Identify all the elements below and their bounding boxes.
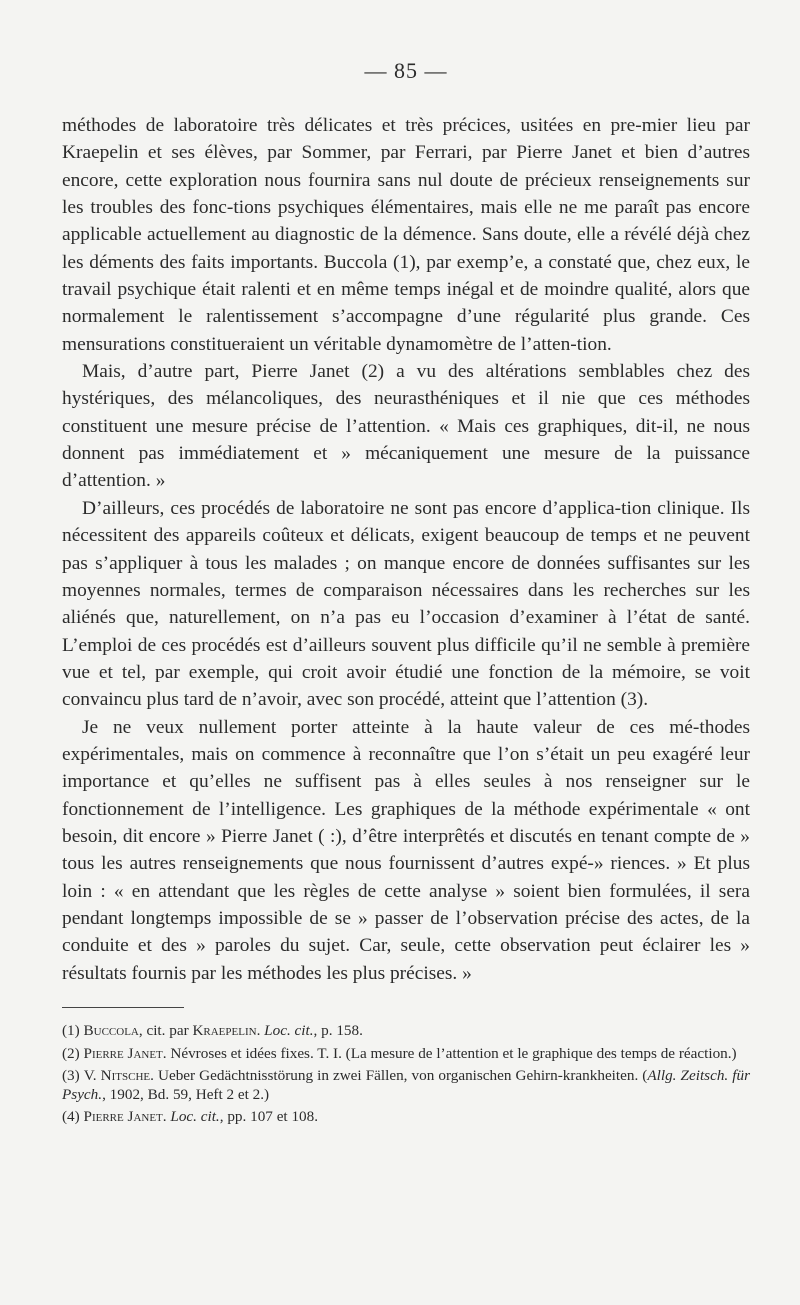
footnote-3-italic: Allg. Zeitsch. für Psych. <box>62 1067 750 1103</box>
footnote-rule <box>62 1007 184 1008</box>
footnote-1-number: (1) <box>62 1022 80 1039</box>
footnote-2 <box>62 1045 750 1064</box>
footnote-1 <box>62 1022 750 1041</box>
footnote-2-text-a: . Névroses et idées fixes. T. I. (La mesure de l’attention et le graphique des temps de réaction.) <box>162 1044 737 1062</box>
paragraph-1: méthodes de laboratoire très délicates et très précices, usitées en pre-mier lieu par Kraepelin et ses élèves, par Sommer, par Ferrari, par Pierre Janet et bien d’autres encore, cette exploration nous fournira sans nul doute de précieux renseignements sur les troubles des fonc-tions psychiques élémentaires, mais elle ne me paraît pas encore applicable actuellement au diagnostic de la démence. Sans doute, elle a révélé déjà chez les déments des faits importants. Buccola (1), par exemp’e, a constaté que, chez eux, le travail psychique était ralenti et en même temps inégal et de moindre qualité, alors que normalement le ralentissement s’accompagne d’une régularité plus grande. Ces mensurations constitueraient un véritable dynamomètre de l’atten-tion. <box>62 115 750 355</box>
paragraph-4: Je ne veux nullement porter atteinte à la haute valeur de ces mé-thodes expérimentales, mais on commence à reconnaître que l’on s’était un peu exagéré leur importance et qu’elles ne suffisent pas à elles seules à nos renseigner sur le fonctionnement de l’intelligence. Les graphiques de la méthode expérimentale « ont besoin, dit encore » Pierre Janet ( :), d’être interprêtés et discutés en tenant compte de » tous les autres renseignements que nous fournissent d’autres expé-» riences. » Et plus loin : « en attendant que les règles de cette analyse » soient bien formulées, il sera pendant longtemps impossible de se » passer de l’observation précise des actes, de la conduite et des » paroles du sujet. Car, seule, cette observation peut éclairer les » résultats fournis par les méthodes les plus précises. » <box>62 716 750 984</box>
footnote-3-text-a: . Ueber Gedächtnisstörung in zwei Fällen, von organischen Gehirn-krankheiten. ( <box>150 1067 648 1084</box>
footnote-3 <box>62 1067 750 1104</box>
footnote-1-ref-author: Kraepelin <box>192 1022 257 1039</box>
footnote-4 <box>62 1108 750 1127</box>
book-page <box>62 58 750 1127</box>
footnote-4-text-a: . <box>162 1108 171 1125</box>
paragraph-3: D’ailleurs, ces procédés de laboratoire ne sont pas encore d’applica-tion clinique. Ils nécessitent des appareils coûteux et délicats, exigent beaucoup de temps et ne peuvent pas s’appliquer à tous les malades ; on manque encore de données suffisantes sur les moyennes normales, termes de comparaison nécessaires dans les recherches sur les aliénés que, naturellement, on n’a pas eu l’occasion d’examiner à l’état de santé. L’emploi de ces procédés est d’ailleurs souvent plus difficile qu’il ne semble à première vue et tel, par exemple, qui croit avoir étudié une fonction de la mémoire, se voit convaincu plus tard de n’avoir, avec son procédé, atteint que l’attention (3). <box>62 497 750 711</box>
footnote-4-text-b: , pp. 107 et 108. <box>219 1108 319 1125</box>
footnote-1-author: Buccola <box>83 1022 139 1039</box>
footnote-3-number: (3) <box>62 1067 80 1084</box>
body-text <box>62 112 750 987</box>
footnote-3-text-b: , 1902, Bd. 59, Heft 2 et 2.) <box>102 1085 270 1103</box>
footnote-4-number: (4) <box>62 1108 80 1125</box>
footnote-4-author: Pierre Janet <box>83 1108 163 1125</box>
footnote-1-text-b: . <box>256 1022 265 1039</box>
footnote-4-italic: Loc. cit. <box>170 1108 220 1125</box>
paragraph-2: Mais, d’autre part, Pierre Janet (2) a vu des altérations semblables chez des hystériques, des mélancoliques, des neurasthéniques et il nie que ces méthodes constituent une mesure précise de l’attention. « Mais ces graphiques, dit-il, ne nous donnent pas immédiatement et » mécaniquement une mesure de la puissance d’attention. » <box>62 361 750 492</box>
footnotes <box>62 1022 750 1127</box>
footnote-3-author: V. Nitsche <box>83 1067 151 1084</box>
footnote-2-number: (2) <box>62 1044 80 1062</box>
footnote-1-italic: Loc. cit. <box>264 1022 314 1039</box>
footnote-2-author: Pierre Janet <box>83 1044 163 1062</box>
footnote-1-text-c: , p. 158. <box>313 1022 363 1039</box>
footnote-1-text-a: , cit. par <box>138 1022 193 1039</box>
page-number: — 85 — <box>364 58 448 83</box>
